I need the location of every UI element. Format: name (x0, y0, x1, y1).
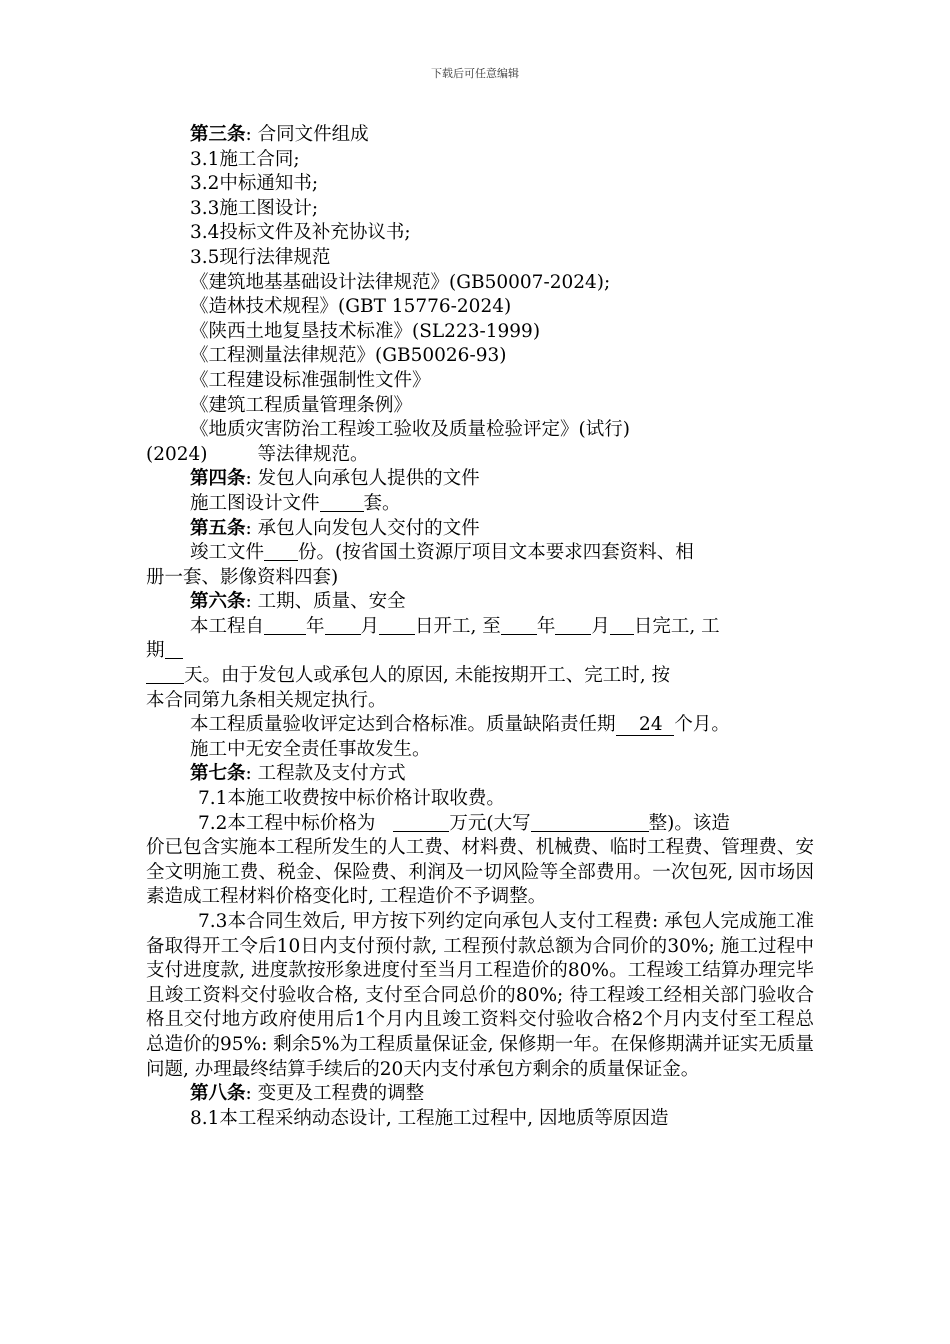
law-reference: 《地质灾害防治工程竣工验收及质量检验评定》(试行) (190, 419, 630, 441)
law-reference: 《建筑工程质量管理条例》 (190, 394, 413, 416)
article-6-subject: : 工期、质量、安全 (245, 591, 406, 613)
article-8-title: 第八条 (190, 1083, 246, 1105)
article-3-heading (146, 123, 814, 148)
quality-line (146, 713, 814, 738)
blank-field[interactable] (264, 541, 298, 561)
blank-field[interactable] (320, 492, 364, 512)
blank-field[interactable] (610, 615, 634, 635)
article-7-heading (146, 762, 814, 787)
law-etc: 等法律规范。 (257, 443, 369, 465)
clause-8-1: 8.1本工程采纳动态设计, 工程施工过程中, 因地质等原因造 (190, 1107, 669, 1129)
schedule-text: 月 (360, 615, 380, 637)
clause-text: 7.2本工程中标价格为 (198, 812, 376, 834)
article-3-item: 3.2中标通知书; (190, 173, 319, 195)
clause-7-2-first-line (146, 812, 814, 837)
blank-field[interactable] (165, 639, 183, 659)
article-5-line: 册一套、影像资料四套) (146, 566, 339, 588)
clause-7-3: 7.3本合同生效后, 甲方按下列约定向承包人支付工程费: 承包人完成施工准备取得开工令后10日内支付预付款, 工程预付款总额为合同价的30%; 施工过程中支付进度款, 进度款按形象进度付至当月工程造价的80%。工程竣工结算办理完毕且竣工资料交付验收合格, 支付至合同总价的80%; 待工程竣工经相关部门验收合格且交付地方政府使用后1个月内且竣工资料交付验收合格2个月内支付至工程总总造价的95%: 剩余5%为工程质量保证金, 保修期一年。在保修期满并证实无质量问题, 办理最终结算手续后的20天内支付承包方剩余的质量保证金。 (146, 911, 814, 1080)
law-reference-continuation (146, 443, 814, 468)
blank-field[interactable] (393, 812, 449, 832)
schedule-line (146, 615, 814, 640)
completion-docs-text: 份。(按省国土资源厅项目文本要求四套资料、相 (298, 542, 694, 564)
blank-field[interactable] (555, 615, 591, 635)
schedule-text: 日完工, 工 (633, 615, 720, 637)
schedule-line (146, 639, 814, 664)
quality-text: 本工程质量验收评定达到合格标准。质量缺陷责任期 (190, 714, 616, 736)
article-5-subject: : 承包人向发包人交付的文件 (245, 517, 480, 539)
clause-7-1: 7.1本施工收费按中标价格计取收费。 (198, 788, 505, 810)
article-8-subject: : 变更及工程费的调整 (245, 1083, 425, 1105)
blank-field[interactable] (325, 615, 361, 635)
blank-field[interactable] (264, 615, 306, 635)
quality-text: 个月。 (674, 714, 730, 736)
article-5-title: 第五条 (190, 517, 246, 539)
drawing-docs-unit: 套。 (363, 492, 401, 514)
law-reference: 《工程建设标准强制性文件》 (190, 369, 431, 391)
article-5-line (146, 541, 814, 566)
law-year: (2024) (146, 443, 208, 465)
article-4-heading (146, 467, 814, 492)
clause-text: 万元(大写 (449, 812, 531, 834)
clause-text: 整)。该造 (648, 812, 730, 834)
article-3-title: 第三条 (190, 124, 246, 145)
schedule-text: 月 (591, 615, 610, 637)
article-8-heading (146, 1082, 814, 1107)
article-5-heading (146, 517, 814, 542)
blank-field[interactable] (379, 615, 415, 635)
article-3-item: 3.1施工合同; (190, 148, 300, 170)
drawing-docs-label: 施工图设计文件 (190, 492, 320, 514)
law-reference: 《陕西土地复垦技术标准》(SL223-1999) (190, 320, 541, 342)
defect-period-value (616, 714, 675, 736)
blank-field[interactable] (146, 664, 184, 684)
schedule-text: 年 (536, 615, 556, 637)
clause-7-2-body: 价已包含实施本工程所发生的人工费、材料费、机械费、临时工程费、管理费、安全文明施工费、税金、保险费、利润及一切风险等全部费用。一次包死, 因市场因素造成工程材料价格变化时, 工程造价不予调整。 (146, 837, 814, 908)
schedule-text: 年 (306, 615, 325, 637)
schedule-text: 本工程自 (190, 615, 265, 637)
law-reference: 《造林技术规程》(GBT 15776-2024) (190, 296, 512, 318)
article-4-title: 第四条 (190, 468, 246, 490)
article-4-line (146, 492, 814, 517)
article-7-title: 第七条 (190, 763, 246, 785)
article-3-subject: : 合同文件组成 (245, 124, 369, 145)
blank-field[interactable] (531, 812, 649, 832)
contract-body (146, 123, 814, 1131)
article-6-title: 第六条 (190, 591, 246, 613)
article-7-subject: : 工程款及支付方式 (245, 763, 406, 785)
defect-period-number: 24 (639, 714, 663, 736)
article-4-subject: : 发包人向承包人提供的文件 (245, 468, 480, 490)
law-reference: 《工程测量法律规范》(GB50026-93) (190, 345, 507, 367)
blank-field[interactable] (501, 615, 537, 635)
schedule-line (146, 664, 814, 689)
law-reference: 《建筑地基基础设计法律规范》(GB50007-2024); (190, 271, 611, 293)
schedule-line: 本合同第九条相关规定执行。 (146, 689, 387, 711)
schedule-text: 日开工, 至 (415, 615, 501, 637)
safety-line: 施工中无安全责任事故发生。 (190, 738, 431, 760)
article-3-item: 3.4投标文件及补充协议书; (190, 222, 411, 244)
article-3-item: 3.3施工图设计; (190, 197, 319, 219)
schedule-text: 期 (146, 640, 165, 662)
schedule-text: 天。由于发包人或承包人的原因, 未能按期开工、完工时, 按 (184, 665, 671, 687)
article-3-item: 3.5现行法律规范 (190, 246, 331, 268)
page-header-note: 下载后可任意编辑 (431, 67, 519, 80)
completion-docs-label: 竣工文件 (190, 542, 265, 564)
article-6-heading (146, 590, 814, 615)
